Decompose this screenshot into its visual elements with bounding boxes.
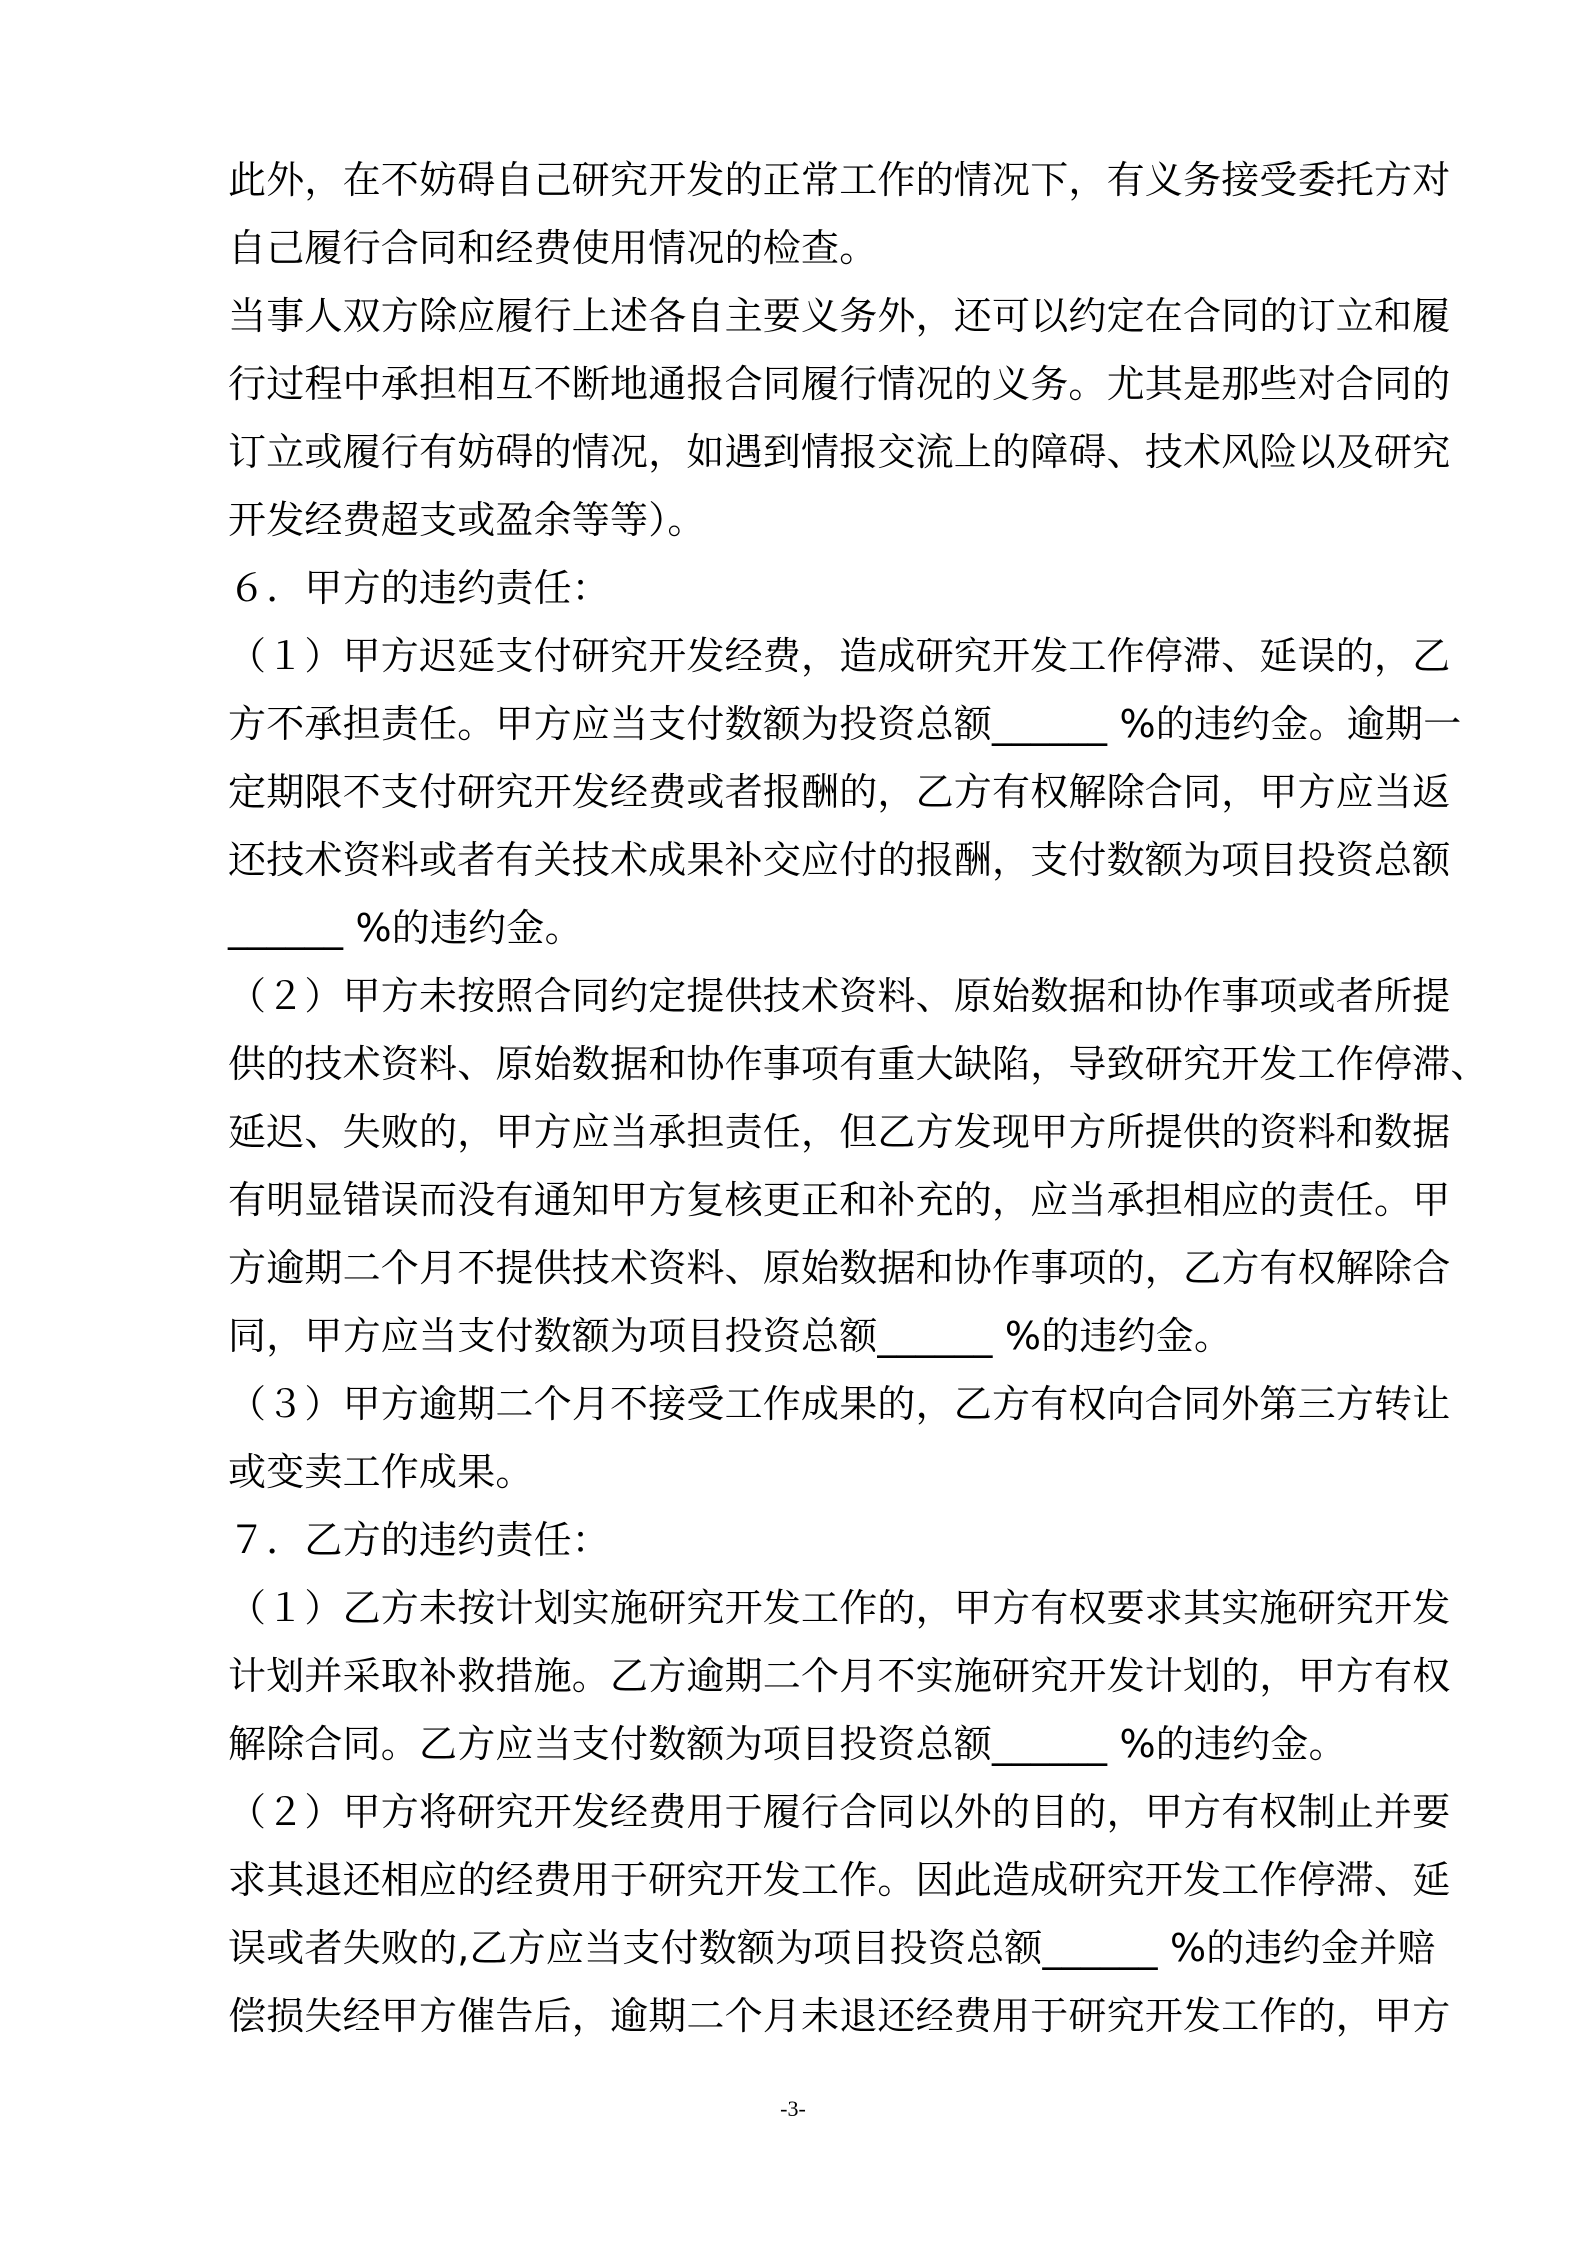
- text-line: （１）甲方迟延支付研究开发经费，造成研究开发工作停滞、延误的，乙: [228, 634, 1451, 678]
- text-line: 订立或履行有妨碍的情况，如遇到情报交流上的障碍、技术风险以及研究: [228, 430, 1451, 474]
- text-line: （２）甲方未按照合同约定提供技术资料、原始数据和协作事项或者所提: [228, 974, 1451, 1018]
- text-line: 定期限不支付研究开发经费或者报酬的，乙方有权解除合同，甲方应当返: [228, 770, 1451, 814]
- text-line: 求其退还相应的经费用于研究开发工作。因此造成研究开发工作停滞、延: [228, 1858, 1451, 1902]
- text-line: 或变卖工作成果。: [228, 1450, 534, 1494]
- text-line: 供的技术资料、原始数据和协作事项有重大缺陷，导致研究开发工作停滞、: [228, 1042, 1489, 1086]
- text-line: 方逾期二个月不提供技术资料、原始数据和协作事项的，乙方有权解除合: [228, 1246, 1451, 1290]
- text-line: 误或者失败的,乙方应当支付数额为项目投资总额______ %的违约金并赔: [228, 1926, 1436, 1970]
- text-line: （２）甲方将研究开发经费用于履行合同以外的目的，甲方有权制止并要: [228, 1790, 1451, 1834]
- text-line: 偿损失经甲方催告后，逾期二个月未退还经费用于研究开发工作的，甲方: [228, 1994, 1451, 2038]
- text-line: 有明显错误而没有通知甲方复核更正和补充的，应当承担相应的责任。甲: [228, 1178, 1451, 1222]
- text-line: （３）甲方逾期二个月不接受工作成果的，乙方有权向合同外第三方转让: [228, 1382, 1451, 1426]
- body-text: [228, 146, 1489, 2050]
- section-heading: ７．乙方的违约责任：: [228, 1518, 611, 1562]
- text-line: 开发经费超支或盈余等等）。: [228, 498, 706, 542]
- text-line: ______ %的违约金。: [228, 906, 583, 950]
- text-line: 此外，在不妨碍自己研究开发的正常工作的情况下，有义务接受委托方对: [228, 158, 1451, 202]
- section-heading: ６．甲方的违约责任：: [228, 566, 611, 610]
- page-number: -3-: [780, 2096, 806, 2121]
- text-line: 自己履行合同和经费使用情况的检查。: [228, 226, 878, 270]
- text-line: 同，甲方应当支付数额为项目投资总额______ %的违约金。: [228, 1314, 1233, 1358]
- text-line: （１）乙方未按计划实施研究开发工作的，甲方有权要求其实施研究开发: [228, 1586, 1451, 1630]
- text-line: 行过程中承担相互不断地通报合同履行情况的义务。尤其是那些对合同的: [228, 362, 1451, 406]
- text-line: 当事人双方除应履行上述各自主要义务外，还可以约定在合同的订立和履: [228, 294, 1451, 338]
- text-line: 解除合同。乙方应当支付数额为项目投资总额______ %的违约金。: [228, 1722, 1347, 1766]
- text-line: 计划并采取补救措施。乙方逾期二个月不实施研究开发计划的，甲方有权: [228, 1654, 1451, 1698]
- text-line: 方不承担责任。甲方应当支付数额为投资总额______ %的违约金。逾期一: [228, 702, 1462, 746]
- text-line: 还技术资料或者有关技术成果补交应付的报酬，支付数额为项目投资总额: [228, 838, 1451, 882]
- text-line: 延迟、失败的，甲方应当承担责任，但乙方发现甲方所提供的资料和数据: [228, 1110, 1451, 1154]
